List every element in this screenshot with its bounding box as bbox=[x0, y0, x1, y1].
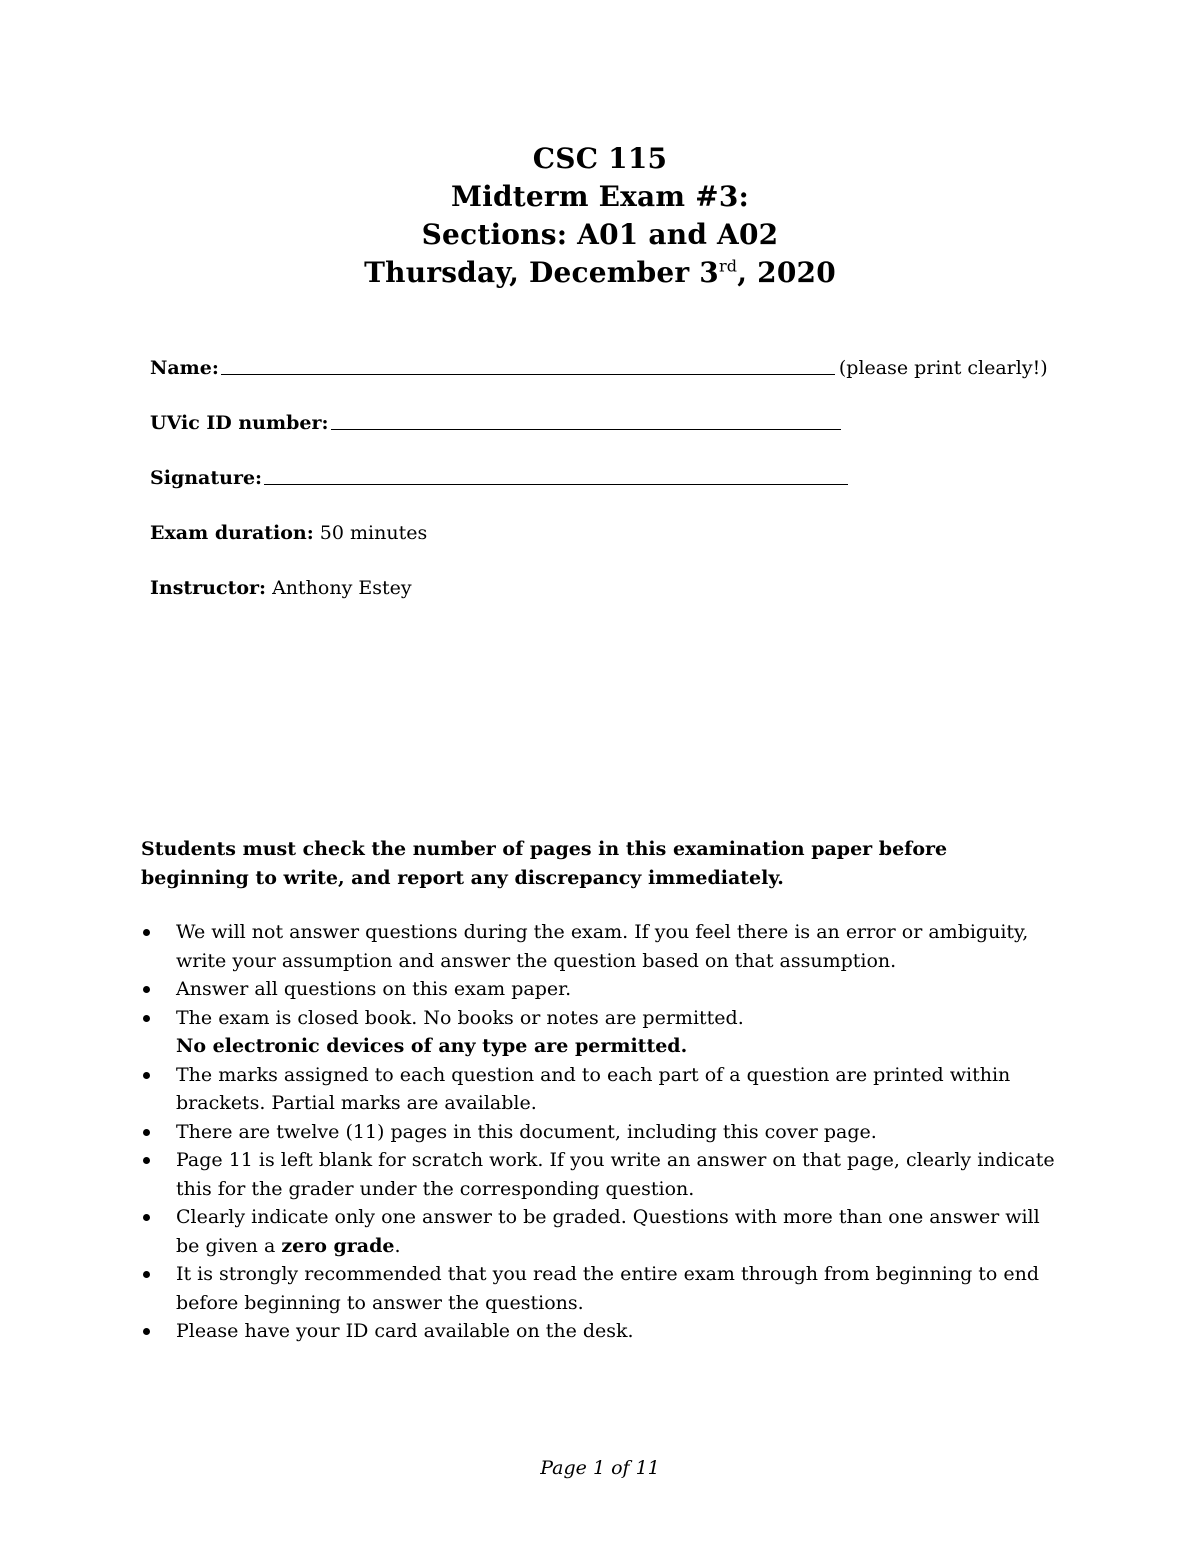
bullet-icon bbox=[143, 929, 150, 936]
signature-field bbox=[150, 464, 1070, 519]
date-ordinal-suffix: rd bbox=[718, 256, 738, 276]
list-item: We will not answer questions during the exam. If you feel there is an error or ambiguity, write your assumption and answer the question based on that assumption. bbox=[141, 918, 1061, 975]
page-number: Page 1 of 11 bbox=[540, 1457, 660, 1479]
list-item: There are twelve (11) pages in this document, including this cover page. bbox=[141, 1118, 1061, 1147]
bullet-icon bbox=[143, 986, 150, 993]
exam-rules-list bbox=[141, 918, 1061, 1346]
list-item: Please have your ID card available on the desk. bbox=[141, 1317, 1061, 1346]
name-input-line[interactable] bbox=[221, 354, 835, 375]
list-item: Answer all questions on this exam paper. bbox=[141, 975, 1061, 1004]
exam-duration-value: 50 minutes bbox=[313, 522, 428, 544]
title-block bbox=[0, 140, 1200, 292]
instructor bbox=[150, 574, 1070, 629]
student-info-fields bbox=[150, 354, 1070, 629]
bullet-icon bbox=[143, 1072, 150, 1079]
name-label: Name: bbox=[150, 357, 219, 379]
bullet-icon bbox=[143, 1015, 150, 1022]
exam-date: Thursday, December 3rd, 2020 bbox=[364, 256, 836, 289]
bullet-icon bbox=[143, 1157, 150, 1164]
exam-title: Midterm Exam #3: bbox=[450, 180, 750, 213]
uvic-id-field bbox=[150, 409, 1070, 464]
uvic-id-input-line[interactable] bbox=[331, 409, 841, 430]
uvic-id-label: UVic ID number: bbox=[150, 412, 329, 434]
exam-duration-label: Exam duration: bbox=[150, 522, 314, 544]
zero-grade-emphasis: zero grade bbox=[281, 1234, 395, 1257]
list-item: The exam is closed book. No books or notes are permitted. No electronic devices of any type are permitted. bbox=[141, 1004, 1061, 1061]
list-item: The marks assigned to each question and to each part of a question are printed within brackets. Partial marks are available. bbox=[141, 1061, 1061, 1118]
name-note: (please print clearly!) bbox=[838, 357, 1048, 379]
list-item: Clearly indicate only one answer to be graded. Questions with more than one answer will be given a zero grade. bbox=[141, 1203, 1061, 1260]
instructor-value: Anthony Estey bbox=[266, 577, 412, 599]
page-count-notice: Students must check the number of pages in this examination paper before beginning to write, and report any discrepancy immediately. bbox=[141, 838, 948, 889]
exam-sections: Sections: A01 and A02 bbox=[421, 218, 779, 251]
bullet-icon bbox=[143, 1129, 150, 1136]
signature-label: Signature: bbox=[150, 467, 263, 489]
bullet-icon bbox=[143, 1214, 150, 1221]
course-code: CSC 115 bbox=[532, 142, 668, 175]
signature-input-line[interactable] bbox=[264, 464, 848, 485]
no-devices-rule: No electronic devices of any type are permitted. bbox=[176, 1035, 688, 1057]
instructor-label: Instructor: bbox=[150, 577, 267, 599]
bullet-icon bbox=[143, 1328, 150, 1335]
name-field bbox=[150, 354, 1070, 409]
exam-duration bbox=[150, 519, 1070, 574]
list-item: Page 11 is left blank for scratch work. If you write an answer on that page, clearly indicate this for the grader under the corresponding question. bbox=[141, 1146, 1061, 1203]
list-item: It is strongly recommended that you read the entire exam through from beginning to end before beginning to answer the questions. bbox=[141, 1260, 1061, 1317]
bullet-icon bbox=[143, 1271, 150, 1278]
